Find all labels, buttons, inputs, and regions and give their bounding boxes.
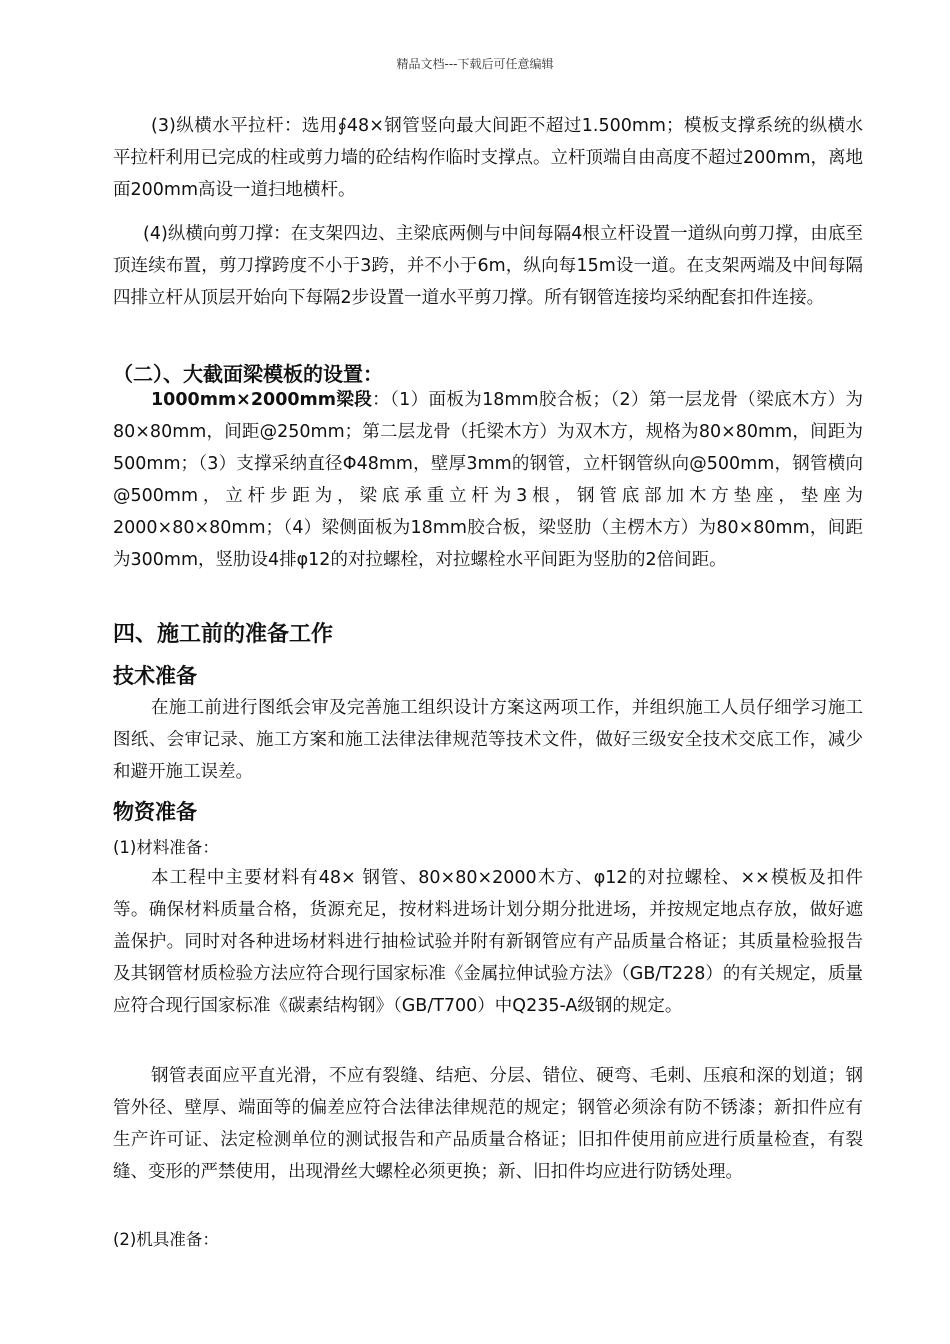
paragraph-horizontal-bars: (3)纵横水平拉杆：选用∮48×钢管竖向最大间距不超过1.500mm；模板支撑系统的纵横水平拉杆利用已完成的柱或剪力墙的砼结构作临时支撑点。立杆顶端自由高度不超过200mm，离地面200mm高设一道扫地横杆。 (113, 116, 863, 200)
section-heading-beam-formwork: （二）、大截面梁模板的设置： (113, 362, 383, 386)
paragraph-steel-pipe-requirements: 钢管表面应平直光滑，不应有裂缝、结疤、分层、错位、硬弯、毛刺、压痕和深的划道；钢管外径、壁厚、端面等的偏差应符合法律法律规范的规定；钢管必须涂有防不锈漆；新扣件应有生产许可证、法定检测单位的测试报告和产品质量合格证；旧扣件使用前应进行质量检查，有裂缝、变形的严禁使用，出现滑丝大螺栓必须更换；新、旧扣件均应进行防锈处理。 (113, 1066, 863, 1182)
paragraph-scissor-braces: (4)纵横向剪刀撑：在支架四边、主梁底两侧与中间每隔4根立杆设置一道纵向剪刀撑，由底至顶连续布置，剪刀撑跨度不小于3跨，并不小于6m，纵向每15m设一道。在支架两端及中间每隔四排立杆从顶层开始向下每隔2步设置一道水平剪刀撑。所有钢管连接均采纳配套扣件连接。 (113, 224, 863, 308)
item-equipment-label: (2)机具准备： (113, 1230, 219, 1249)
page-header: 精品文档---下载后可任意编辑 (396, 57, 554, 71)
section-heading-preparation: 四、施工前的准备工作 (113, 622, 334, 647)
subheading-technical-preparation: 技术准备 (113, 664, 197, 688)
beam-size-label: 1000mm×2000mm梁段 (151, 390, 373, 410)
paragraph-beam-formwork (113, 384, 863, 576)
beam-formwork-text: ：（1）面板为18mm胶合板；（2）第一层龙骨（梁底木方）为80×80mm，间距@250mm；第二层龙骨（托梁木方）为双木方，规格为80×80mm，间距为500mm；（3）支撑采纳直径Φ48mm，壁厚3mm的钢管，立杆钢管纵向@500mm，钢管横向@500mm，立杆步距为，梁底承重立杆为3根，钢管底部加木方垫座，垫座为2000×80×80mm；（4）梁侧面板为18mm胶合板，梁竖肋（主楞木方）为80×80mm，间距为300mm，竖肋设4排φ12的对拉螺栓，对拉螺栓水平间距为竖肋的2倍间距。 (113, 390, 863, 570)
item-material-label: (1)材料准备： (113, 838, 219, 857)
subheading-material-preparation: 物资准备 (113, 800, 197, 824)
paragraph-technical-preparation: 在施工前进行图纸会审及完善施工组织设计方案这两项工作，并组织施工人员仔细学习施工图纸、会审记录、施工方案和施工法律法律规范等技术文件，做好三级安全技术交底工作，减少和避开施工误差。 (113, 698, 863, 782)
paragraph-materials: 本工程中主要材料有48× 钢管、80×80×2000木方、φ12的对拉螺栓、××模板及扣件等。确保材料质量合格，货源充足，按材料进场计划分期分批进场，并按规定地点存放，做好遮盖保护。同时对各种进场材料进行抽检试验并附有新钢管应有产品质量合格证；其质量检验报告及其钢管材质检验方法应符合现行国家标准《金属拉伸试验方法》（GB/T228）的有关规定，质量应符合现行国家标准《碳素结构钢》（GB/T700）中Q235-A级钢的规定。 (113, 868, 863, 1016)
